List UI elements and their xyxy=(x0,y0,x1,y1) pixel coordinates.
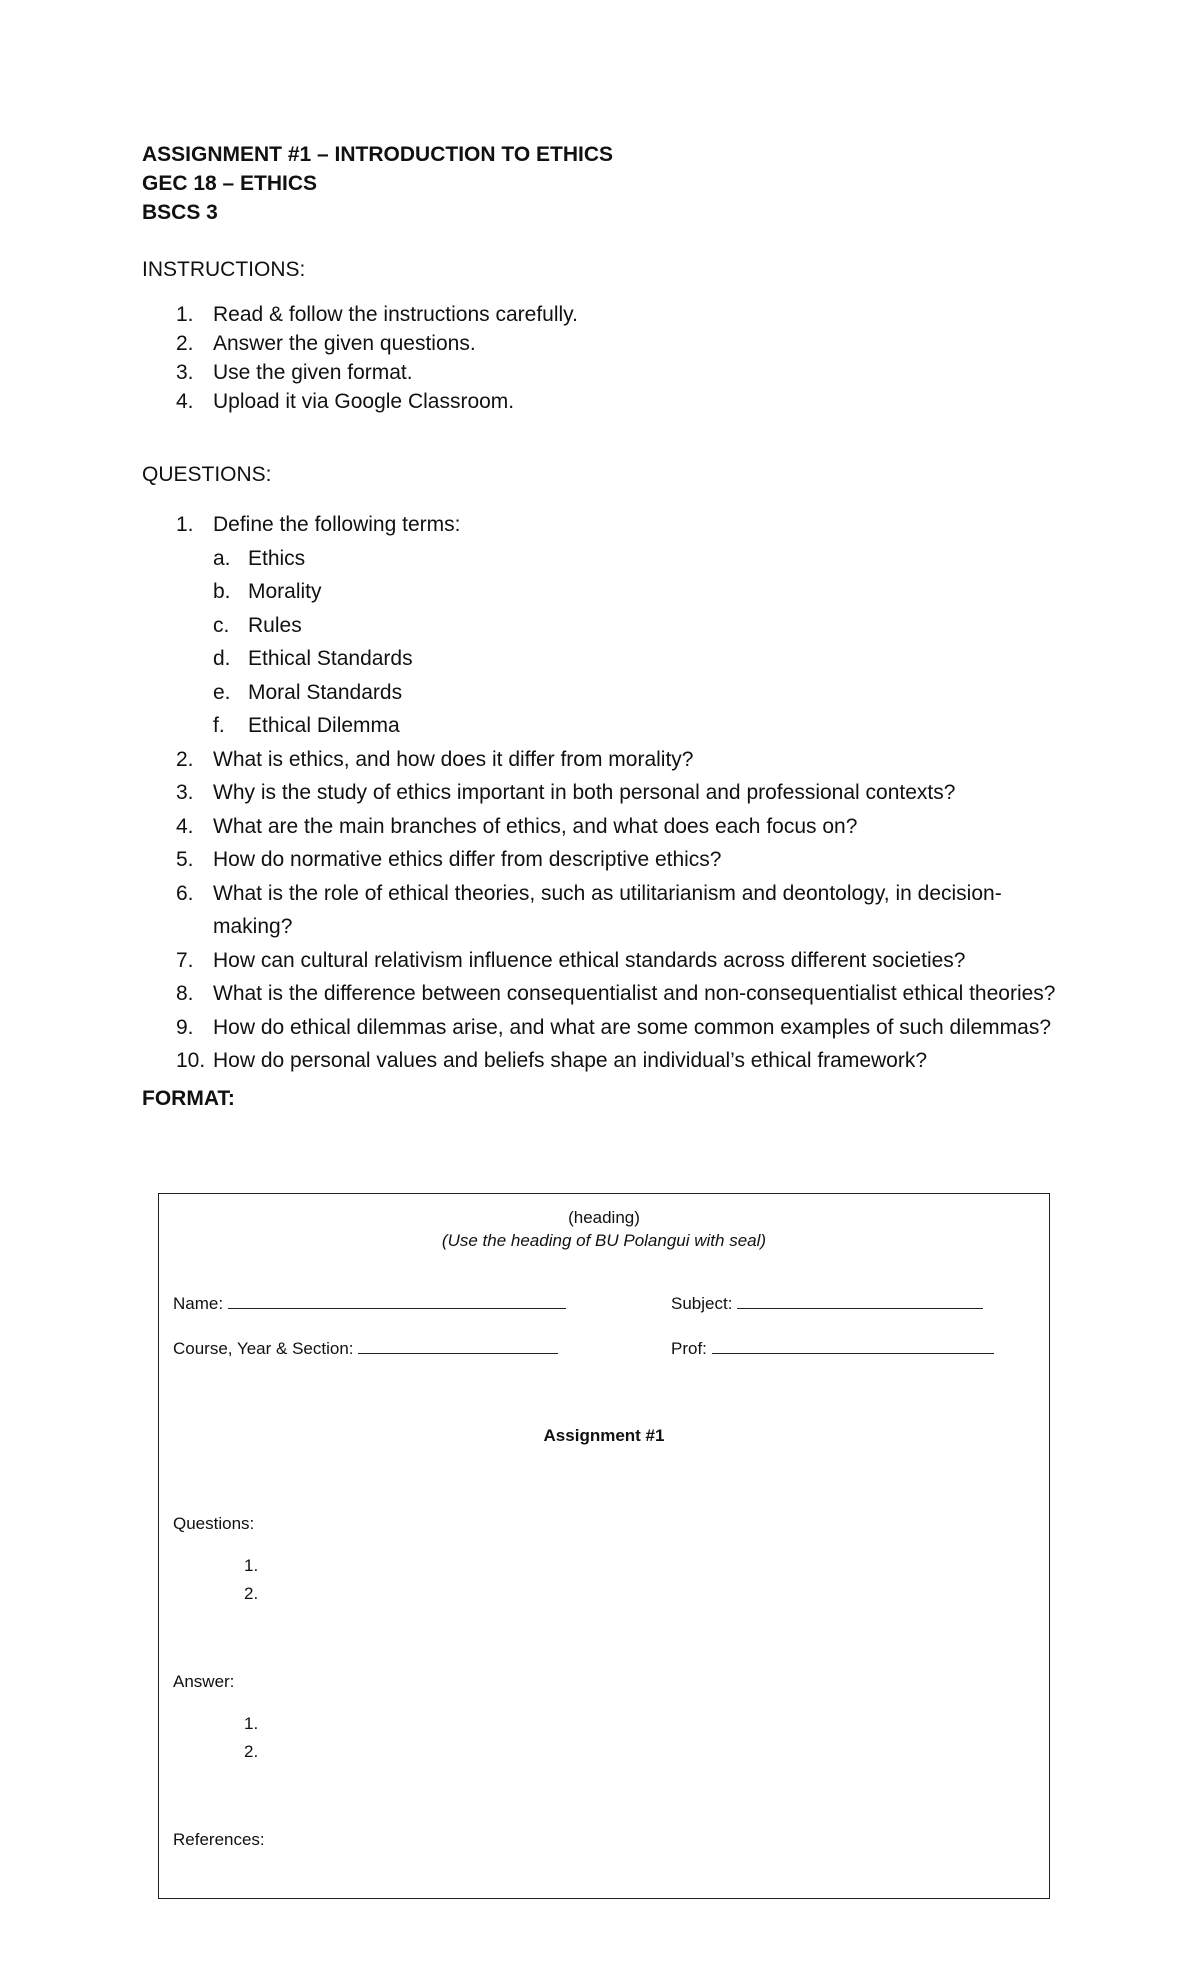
question-number: 7. xyxy=(176,948,194,972)
question-item xyxy=(142,1044,1062,1078)
format-answer-number: 2. xyxy=(244,1742,259,1761)
format-questions-label: Questions: xyxy=(173,1514,255,1533)
program-section: BSCS 3 xyxy=(142,201,218,224)
item-text: Read & follow the instructions carefully. xyxy=(213,303,578,326)
list-item xyxy=(142,329,1062,358)
prof-blank-line xyxy=(712,1339,994,1354)
term-letter: e. xyxy=(213,680,231,704)
question-number: 4. xyxy=(176,814,194,838)
subject-label: Subject: xyxy=(671,1294,733,1313)
question-text: What is the difference between consequentialist and non-consequentialist ethical theories? xyxy=(213,982,1056,1005)
list-item xyxy=(142,358,1062,387)
format-references-label: References: xyxy=(173,1830,265,1849)
course-blank-line xyxy=(358,1339,558,1354)
subject-blank-line xyxy=(737,1294,983,1309)
heading-note: (Use the heading of BU Polangui with seal) xyxy=(441,1231,767,1250)
item-text: Answer the given questions. xyxy=(213,332,476,355)
term-text: Ethics xyxy=(248,546,306,570)
course-code: GEC 18 – ETHICS xyxy=(142,172,318,195)
list-item xyxy=(142,387,1062,416)
question-text: How do normative ethics differ from descriptive ethics? xyxy=(213,848,722,871)
question-number: 10. xyxy=(176,1049,206,1072)
term-text: Moral Standards xyxy=(248,680,403,704)
item-text: Use the given format. xyxy=(213,361,413,384)
document-page xyxy=(142,140,1062,1113)
course-field-row xyxy=(173,1339,558,1359)
question-number: 2. xyxy=(176,747,194,771)
name-label: Name: xyxy=(173,1294,224,1313)
item-number: 4. xyxy=(176,390,194,413)
question-number: 5. xyxy=(176,848,194,871)
format-heading-block xyxy=(159,1206,1049,1252)
question-number: 9. xyxy=(176,1015,194,1039)
question-text: What is the role of ethical theories, such as utilitarianism and deontology, in decision-making? xyxy=(213,881,1002,938)
questions-list xyxy=(142,508,1062,1078)
term-item xyxy=(213,609,1062,643)
format-question-number: 1. xyxy=(244,1556,259,1575)
question-text: What are the main branches of ethics, and what does each focus on? xyxy=(213,814,858,838)
terms-list xyxy=(213,542,1062,743)
item-number: 1. xyxy=(176,303,194,326)
question-text: How do personal values and beliefs shape an individual’s ethical framework? xyxy=(213,1049,928,1072)
term-letter: f. xyxy=(213,714,225,737)
question-number: 1. xyxy=(176,513,194,536)
term-item xyxy=(213,642,1062,676)
prof-label: Prof: xyxy=(671,1339,707,1358)
question-item xyxy=(142,877,1062,944)
question-item xyxy=(142,508,1062,743)
course-label: Course, Year & Section: xyxy=(173,1339,354,1358)
assignment-title: ASSIGNMENT #1 – INTRODUCTION TO ETHICS xyxy=(142,143,613,166)
name-blank-line xyxy=(228,1294,566,1309)
question-item xyxy=(142,843,1062,877)
question-text: How do ethical dilemmas arise, and what are some common examples of such dilemmas? xyxy=(213,1015,1052,1039)
question-item xyxy=(142,977,1062,1011)
term-text: Morality xyxy=(248,580,322,603)
format-heading: FORMAT: xyxy=(142,1086,235,1110)
term-text: Rules xyxy=(248,613,302,637)
format-question-number: 2. xyxy=(244,1584,259,1603)
question-text: Define the following terms: xyxy=(213,513,461,536)
question-number: 6. xyxy=(176,881,194,905)
questions-heading: QUESTIONS: xyxy=(142,463,272,486)
question-item xyxy=(142,810,1062,844)
term-letter: d. xyxy=(213,647,231,670)
format-answer-number: 1. xyxy=(244,1714,259,1733)
instructions-list xyxy=(142,300,1062,416)
term-letter: a. xyxy=(213,546,231,570)
question-number: 8. xyxy=(176,982,194,1005)
term-text: Ethical Dilemma xyxy=(248,714,400,737)
term-item xyxy=(213,542,1062,576)
format-assignment-title: Assignment #1 xyxy=(543,1426,665,1445)
term-letter: c. xyxy=(213,613,230,637)
question-item xyxy=(142,1011,1062,1045)
question-item xyxy=(142,776,1062,810)
list-item xyxy=(142,300,1062,329)
subject-field-row xyxy=(671,1294,983,1314)
term-letter: b. xyxy=(213,580,231,603)
question-text: How can cultural relativism influence ethical standards across different societies? xyxy=(213,948,966,972)
term-text: Ethical Standards xyxy=(248,647,413,670)
term-item xyxy=(213,709,1062,743)
question-text: What is ethics, and how does it differ from morality? xyxy=(213,747,694,771)
question-text: Why is the study of ethics important in both personal and professional contexts? xyxy=(213,781,956,804)
format-template-box xyxy=(158,1193,1050,1899)
term-item xyxy=(213,575,1062,609)
question-item xyxy=(142,944,1062,978)
question-item xyxy=(142,743,1062,777)
term-item xyxy=(213,676,1062,710)
item-text: Upload it via Google Classroom. xyxy=(213,390,515,413)
question-number: 3. xyxy=(176,781,194,804)
heading-placeholder: (heading) xyxy=(568,1208,640,1227)
name-field-row xyxy=(173,1294,566,1314)
item-number: 3. xyxy=(176,361,194,384)
format-answer-label: Answer: xyxy=(173,1672,235,1691)
prof-field-row xyxy=(671,1339,994,1359)
item-number: 2. xyxy=(176,332,194,355)
instructions-heading: INSTRUCTIONS: xyxy=(142,258,306,281)
